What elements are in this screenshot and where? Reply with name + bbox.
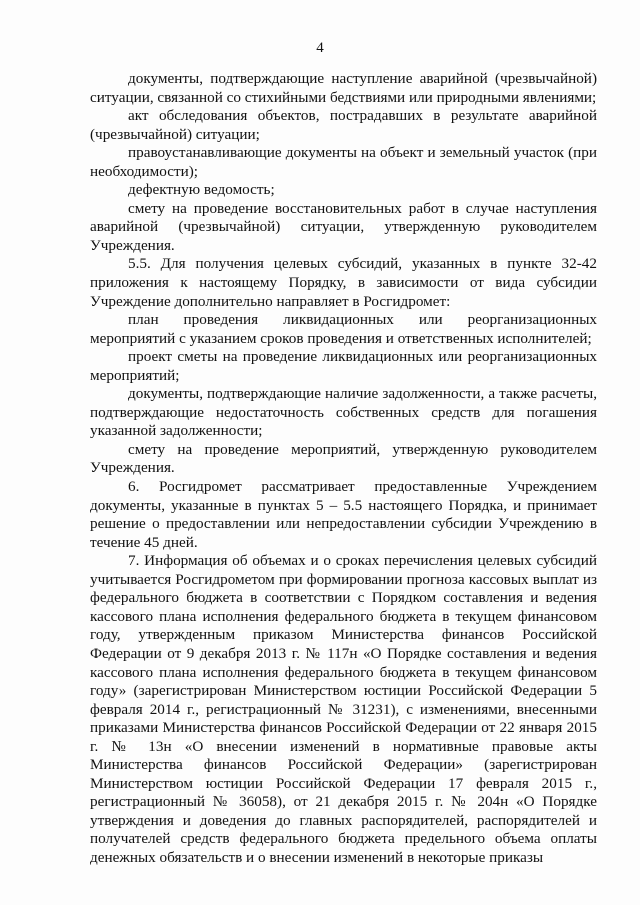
paragraph-5-5: 5.5. Для получения целевых субсидий, указанных в пункте 32-42 приложения к настоящему Порядку, в зависимости от вида субсидии Учреждение дополнительно направляет в Росгидромет: xyxy=(90,255,597,310)
paragraph-liquidation-plan: план проведения ликвидационных или реорганизационных мероприятий с указанием сроков проведения и ответственных исполнителей; xyxy=(90,311,597,347)
paragraph-7: 7. Информация об объемах и о сроках перечисления целевых субсидий учитывается Росгидрометом при формировании прогноза кассовых выплат из федерального бюджета в соответствии с Порядком составления и ведения кассового плана исполнения федерального бюджета в текущем финансовом году, утвержденным приказом Министерства финансов Российской Федерации от 9 декабря 2013 г. № 117н «О Порядке составления и ведения кассового плана исполнения федерального бюджета в текущем финансовом году» (зарегистрирован Министерством юстиции Российской Федерации 5 февраля 2014 г., регистрационный № 31231), с изменениями, внесенными приказами Министерства финансов Российской Федерации от 22 января 2015 г. № 13н «О внесении изменений в нормативные правовые акты Министерства финансов Российской Федерации» (зарегистрирован Министерством юстиции Российской Федерации 17 февраля 2015 г., регистрационный № 36058), от 21 декабря 2015 г. № 204н «О Порядке утверждения и доведения до главных распорядителей, распорядителей и получателей средств федерального бюджета предельного объема оплаты денежных обязательств и о внесении изменений в некоторые приказы xyxy=(90,552,597,866)
paragraph-inspection-act: акт обследования объектов, пострадавших в результате аварийной (чрезвычайной) ситуации; xyxy=(90,107,597,143)
paragraph-6: 6. Росгидромет рассматривает предоставленные Учреждением документы, указанные в пунктах 5 – 5.5 настоящего Порядка, и принимает решение о предоставлении или непредоставлении субсидии Учреждению в течение 45 дней. xyxy=(90,478,597,551)
paragraph-restoration-estimate: смету на проведение восстановительных работ в случае наступления аварийной (чрезвычайной) ситуации, утвержденную руководителем Учреждения. xyxy=(90,199,597,254)
paragraph-debt-documents: документы, подтверждающие наличие задолженности, а также расчеты, подтверждающие недостаточность собственных средств для погашения указанной задолженности; xyxy=(90,385,597,440)
paragraph-events-estimate: смету на проведение мероприятий, утвержденную руководителем Учреждения. xyxy=(90,440,597,477)
paragraph-title-documents: правоустанавливающие документы на объект и земельный участок (при необходимости); xyxy=(90,144,597,180)
page-number: 4 xyxy=(316,40,324,56)
document-body xyxy=(90,70,597,868)
paragraph-estimate-draft: проект сметы на проведение ликвидационных или реорганизационных мероприятий; xyxy=(90,348,597,384)
paragraph-emergency-documents: документы, подтверждающие наступление аварийной (чрезвычайной) ситуации, связанной со стихийными бедствиями или природными явлениями; xyxy=(90,70,597,106)
paragraph-defect-list: дефектную ведомость; xyxy=(128,181,275,199)
